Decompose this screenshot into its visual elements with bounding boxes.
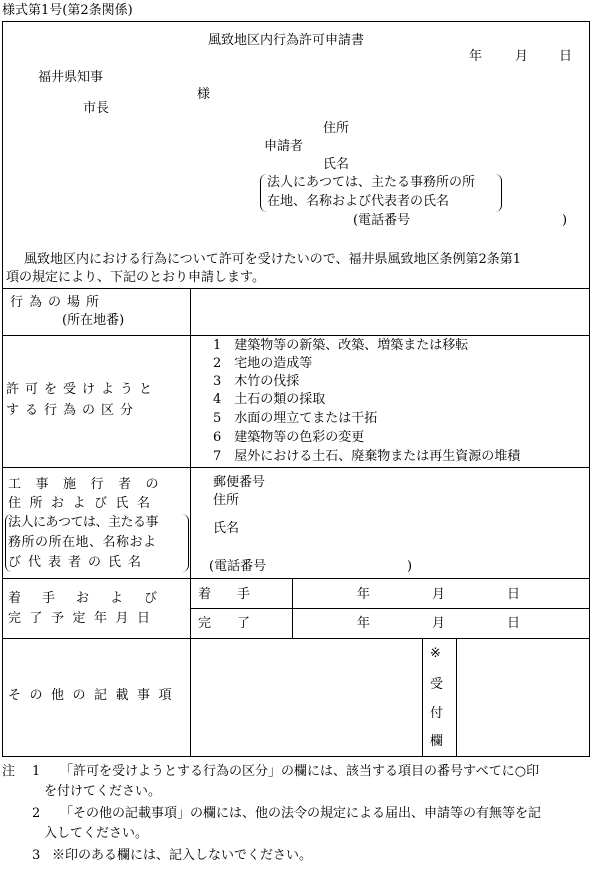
schedule-start-label: 着 手 xyxy=(198,587,251,602)
receipt-right-divider xyxy=(456,638,457,757)
end-month: 月 xyxy=(432,616,446,631)
contractor-label-line2: 住所および氏名 xyxy=(8,496,159,511)
note-1-line1: 「許可を受けようとする行為の区分」の欄には、該当する項目の番号すべてに○印 xyxy=(60,764,540,779)
applicant-note-line2: 在地、名称および代表者の氏名 xyxy=(267,194,450,209)
schedule-divider xyxy=(190,608,590,609)
addressee-mayor: 市長 xyxy=(83,101,110,116)
location-sublabel: (所在地番) xyxy=(62,313,125,328)
receipt-char: 受 xyxy=(430,677,444,692)
category-label-line2: する行為の区分 xyxy=(6,403,140,418)
addressee-governor: 福井県知事 xyxy=(38,70,104,85)
row-divider xyxy=(2,467,590,468)
end-day: 日 xyxy=(507,616,521,631)
schedule-label-line2: 完了予定年月日 xyxy=(8,611,159,626)
form-number: 様式第1号(第2条関係) xyxy=(2,3,133,18)
statement-line2: 項の規定により、下記のとおり申請します。 xyxy=(6,270,265,285)
applicant-address-label: 住所 xyxy=(323,121,350,136)
schedule-end-label: 完 了 xyxy=(198,616,251,631)
contractor-name-label: 氏名 xyxy=(213,521,240,536)
contractor-postal-label: 郵便番号 xyxy=(213,475,266,490)
applicant-phone-close: ) xyxy=(562,213,568,228)
contractor-label-line5: び代表者の氏名 xyxy=(8,555,149,570)
applicant-label: 申請者 xyxy=(264,139,304,154)
addressee-honorific: 様 xyxy=(197,87,211,102)
row-divider xyxy=(2,335,590,336)
receipt-left-divider xyxy=(422,638,423,757)
category-item: 5 水面の埋立てまたは干拓 xyxy=(213,411,378,426)
applicant-name-label: 氏名 xyxy=(323,157,350,172)
date-day: 日 xyxy=(559,49,573,64)
note-3-line1: ※印のある欄には、記入しないでください。 xyxy=(52,848,313,863)
schedule-column-divider xyxy=(292,578,293,638)
category-item: 7 屋外における土石、廃棄物または再生資源の堆積 xyxy=(213,449,521,464)
label-column-divider xyxy=(190,288,191,757)
contractor-phone-label: (電話番号 xyxy=(209,559,267,574)
receipt-char: 付 xyxy=(430,706,444,721)
category-label-line1: 許可を受けようと xyxy=(6,382,159,397)
start-month: 月 xyxy=(432,587,446,602)
contractor-address-label: 住所 xyxy=(213,493,240,508)
table-top-border xyxy=(2,288,590,289)
note-number: 3 xyxy=(32,848,41,863)
notes-prefix: 注 xyxy=(2,764,16,779)
schedule-label-line1: 着手および xyxy=(8,591,179,606)
form-title: 風致地区内行為許可申請書 xyxy=(208,33,365,48)
row-divider xyxy=(2,638,590,639)
contractor-label-line3: 法人にあつては、主たる事 xyxy=(8,515,159,530)
category-item: 1 建築物等の新築、改築、増築または移転 xyxy=(213,338,469,353)
other-label: その他の記載事項 xyxy=(8,688,181,703)
contractor-label-line4: 務所の所在地、名称およ xyxy=(8,535,157,550)
date-month: 月 xyxy=(515,49,529,64)
contractor-phone-close: ) xyxy=(407,559,413,574)
applicant-note-line1: 法人にあつては、主たる事務所の所 xyxy=(267,175,476,190)
receipt-char: 欄 xyxy=(430,734,444,749)
applicant-phone-label: (電話番号 xyxy=(353,213,411,228)
category-item: 2 宅地の造成等 xyxy=(213,356,313,371)
statement-line1: 風致地区内における行為について許可を受けたいので、福井県風致地区条例第2条第1 xyxy=(24,252,522,267)
category-item: 4 土石の類の採取 xyxy=(213,392,326,407)
date-year: 年 xyxy=(469,49,483,64)
receipt-mark: ※ xyxy=(430,646,441,661)
start-year: 年 xyxy=(357,587,371,602)
category-item: 3 木竹の伐採 xyxy=(213,374,300,389)
row-divider xyxy=(2,578,590,579)
contractor-label-line1: 工事施行者の xyxy=(8,477,174,492)
location-label: 行為の場所 xyxy=(10,295,106,310)
note-number: 1 xyxy=(32,764,41,779)
note-1-line2: を付けてください。 xyxy=(44,784,162,799)
note-2-line2: 入してください。 xyxy=(44,826,149,841)
start-day: 日 xyxy=(507,587,521,602)
end-year: 年 xyxy=(357,616,371,631)
category-item: 6 建築物等の色彩の変更 xyxy=(213,430,365,445)
note-number: 2 xyxy=(32,806,41,821)
note-2-line1: 「その他の記載事項」の欄には、他の法令の規定による届出、申請等の有無等を記 xyxy=(60,806,542,821)
